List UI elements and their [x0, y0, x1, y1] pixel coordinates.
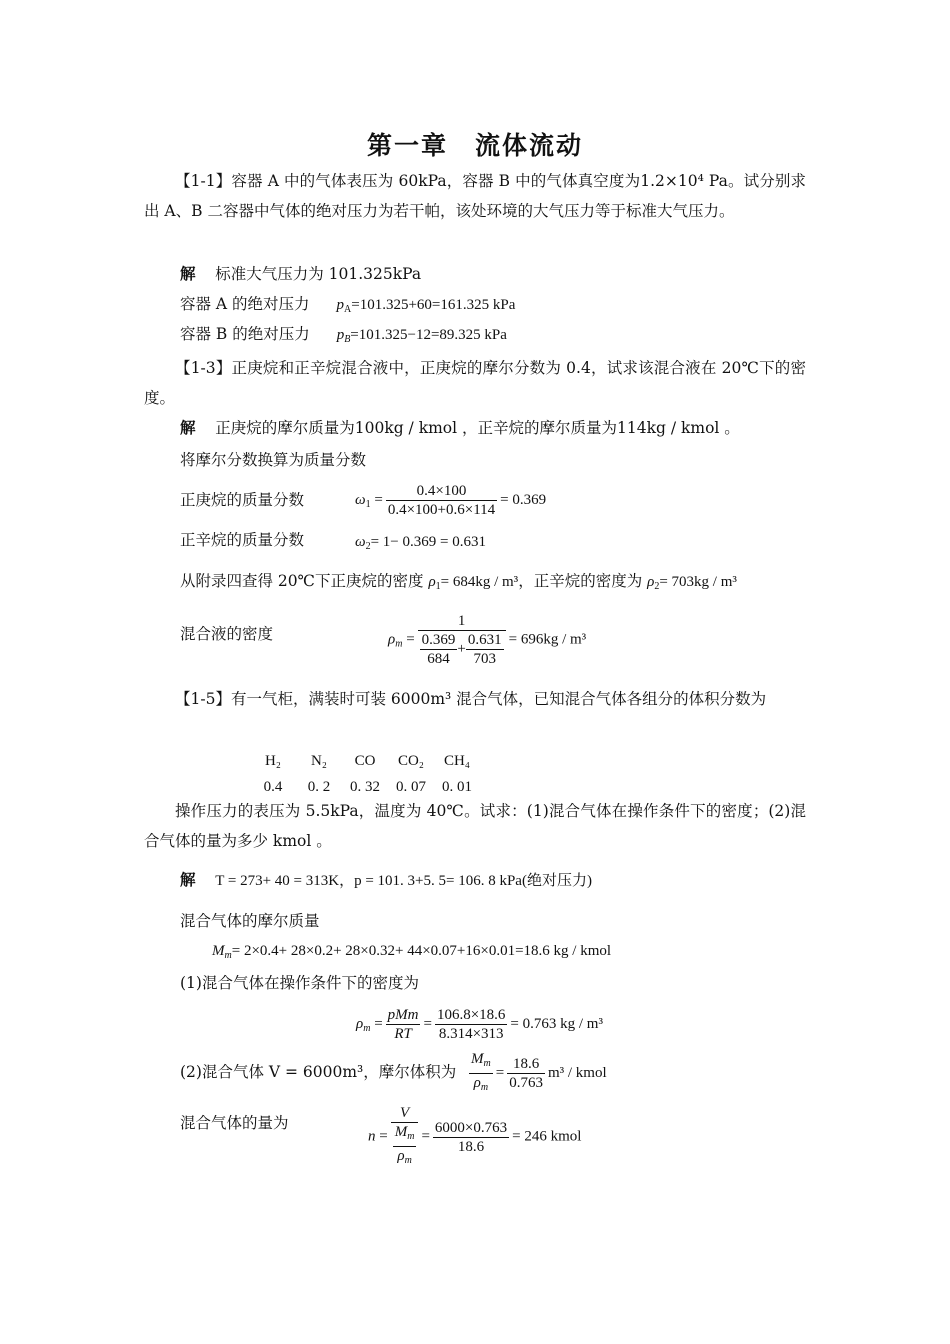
fraction-cell: 0. 2: [307, 778, 331, 795]
n-formula: n = $\frac{V}{\frac{M_m}{\rho_m}}$ = $\frac{6000\times 0.763}{18.6}$ = 246 kmol: [368, 1104, 581, 1170]
fraction-cell: 0.4: [263, 778, 283, 795]
std-pressure-text: 标准大气压力为 101.325kPa: [215, 265, 422, 283]
component-cell: CO: [354, 752, 376, 769]
container-b-label: 容器 B 的绝对压力: [180, 325, 310, 343]
molar-mass-text: 正庚烷的摩尔质量为100kg / kmol ，正辛烷的摩尔质量为114kg / kmol 。: [215, 419, 740, 437]
rho-fraction-2: $\frac{106.8\times 18.6}{8.314\times 313}$: [436, 1007, 506, 1043]
rho-fraction-1: $\frac{\text{pMm}}{RT}$: [387, 1007, 419, 1043]
fraction-cell: 0. 07: [396, 778, 426, 795]
problem-1-3-question: 【1-3】正庚烷和正辛烷混合液中，正庚烷的摩尔分数为 0.4，试求该混合液在 20℃下的密度。: [144, 359, 806, 407]
q2-line: [180, 1062, 456, 1082]
component-cell: CO₂: [397, 752, 425, 769]
problem-1-5-conditions: 操作压力的表压为 5.5kPa，温度为 40℃。试求：(1)混合气体在操作条件下的密度；(2)混合气体的量为多少 kmol 。: [144, 802, 806, 850]
problem-1-5-question: 【1-5】有一气柜，满装时可装 6000m³ 混合气体，已知混合气体各组分的体积分数为: [175, 690, 767, 708]
n-fraction-2: $\frac{6000\times 0.763}{18.6}$: [434, 1119, 508, 1155]
density-lookup-line: 从附录四查得 20℃下正庚烷的密度 $\rho_1= 684kg / m^3$，正辛烷的密度为 $\rho_2= 703kg / m^3$: [180, 572, 737, 592]
solution-marker: 解: [180, 870, 196, 889]
component-cell: CH₄: [443, 752, 471, 769]
molar-volume-formula: $\frac{M_m}{\rho_m}$ = $\frac{18.6}{0.763}$ m³ / kmol: [466, 1050, 607, 1097]
container-b-formula: $p_B=101.325-12=89.325$ kPa: [336, 327, 507, 345]
n-fraction-1: $\frac{V}{\frac{M_m}{\rho_m}}$: [391, 1104, 419, 1170]
q2-label: (2)混合气体 V = 6000m³，摩尔体积为: [180, 1063, 457, 1081]
problem-1-5-tp-line: [180, 870, 592, 891]
fraction-cell: 0. 01: [442, 778, 472, 795]
vm-fraction-2: $\frac{18.6}{0.763}$: [509, 1056, 543, 1091]
fraction-cell: 0. 32: [350, 778, 380, 795]
problem-1-1-question: 【1-1】容器 A 中的气体表压为 60kPa，容器 B 中的气体真空度为1.2×10⁴ Pa。试分别求出 A、B 二容器中气体的绝对压力为若干帕，该处环境的大气压力等于标准大气压力。: [144, 172, 806, 220]
mix-density-formula: $\rho_m$ = 1 $\frac{0.369}{684}$ + $\frac{0.631}{703}$ = 696kg / m³: [388, 613, 587, 667]
q1-label: (1)混合气体在操作条件下的密度为: [180, 974, 419, 992]
n-label: 混合气体的量为: [180, 1114, 289, 1132]
mm-formula: $M_m= 2\times 0.4+ 28\times 0.2+ 28\times 0.32+ 44\times 0.07+16\times 0.01=18.6$ kg / kmol: [212, 943, 612, 961]
container-b-line: [180, 324, 507, 350]
rho1-formula: $\rho_1= 684kg / m^3$: [428, 574, 519, 592]
problem-1-3-molar-line: [180, 418, 740, 438]
problem-1-1-solution-std: [180, 264, 421, 284]
component-cell: N₂: [310, 752, 328, 769]
mix-fraction: 1 $\frac{0.369}{684}$ + $\frac{0.631}{703}$: [418, 612, 506, 668]
vm-fraction-1: $\frac{M_m}{\rho_m}$: [471, 1051, 491, 1093]
solution-marker: 解: [180, 264, 196, 283]
w2-label: 正辛烷的质量分数: [180, 531, 305, 549]
component-row: [250, 748, 480, 774]
w1-fraction: $\frac{0.4\times 100}{0.4\times 100+0.6\times 114}$: [387, 483, 496, 519]
container-a-formula: $p_A=101.325+60=161.325$ kPa: [336, 297, 516, 315]
chapter-title: 第一章 流体流动: [366, 131, 583, 160]
w1-label: 正庚烷的质量分数: [180, 491, 305, 509]
mix-density-label: 混合液的密度: [180, 625, 274, 643]
rho2-formula: $\rho_2= 703kg / m^3$: [647, 574, 737, 592]
solution-marker: 解: [180, 418, 196, 437]
convert-text: 将摩尔分数换算为质量分数: [180, 451, 367, 469]
w2-formula: $\omega_2= 1- 0.369 = 0.631$: [355, 534, 486, 552]
component-cell: H₂: [264, 752, 282, 769]
container-a-label: 容器 A 的绝对压力: [180, 295, 310, 313]
mm-label: 混合气体的摩尔质量: [180, 912, 320, 930]
gas-composition-table: [250, 748, 480, 800]
rho-m-formula: $\rho_m$ = $\frac{\text{pMm}}{RT}$ = $\frac{106.8\times 18.6}{8.314\times 313}$ = 0.763 kg / m³: [356, 1007, 603, 1043]
container-a-line: [180, 294, 515, 320]
tp-formula: T = 273+ 40 = 313K，p = 101. 3+5. 5= 106. 8 kPa(绝对压力): [215, 873, 592, 889]
w1-formula: $\omega_1$ = $\frac{0.4\times 100}{0.4\times 100+0.6\times 114}$ = 0.369: [355, 483, 547, 519]
